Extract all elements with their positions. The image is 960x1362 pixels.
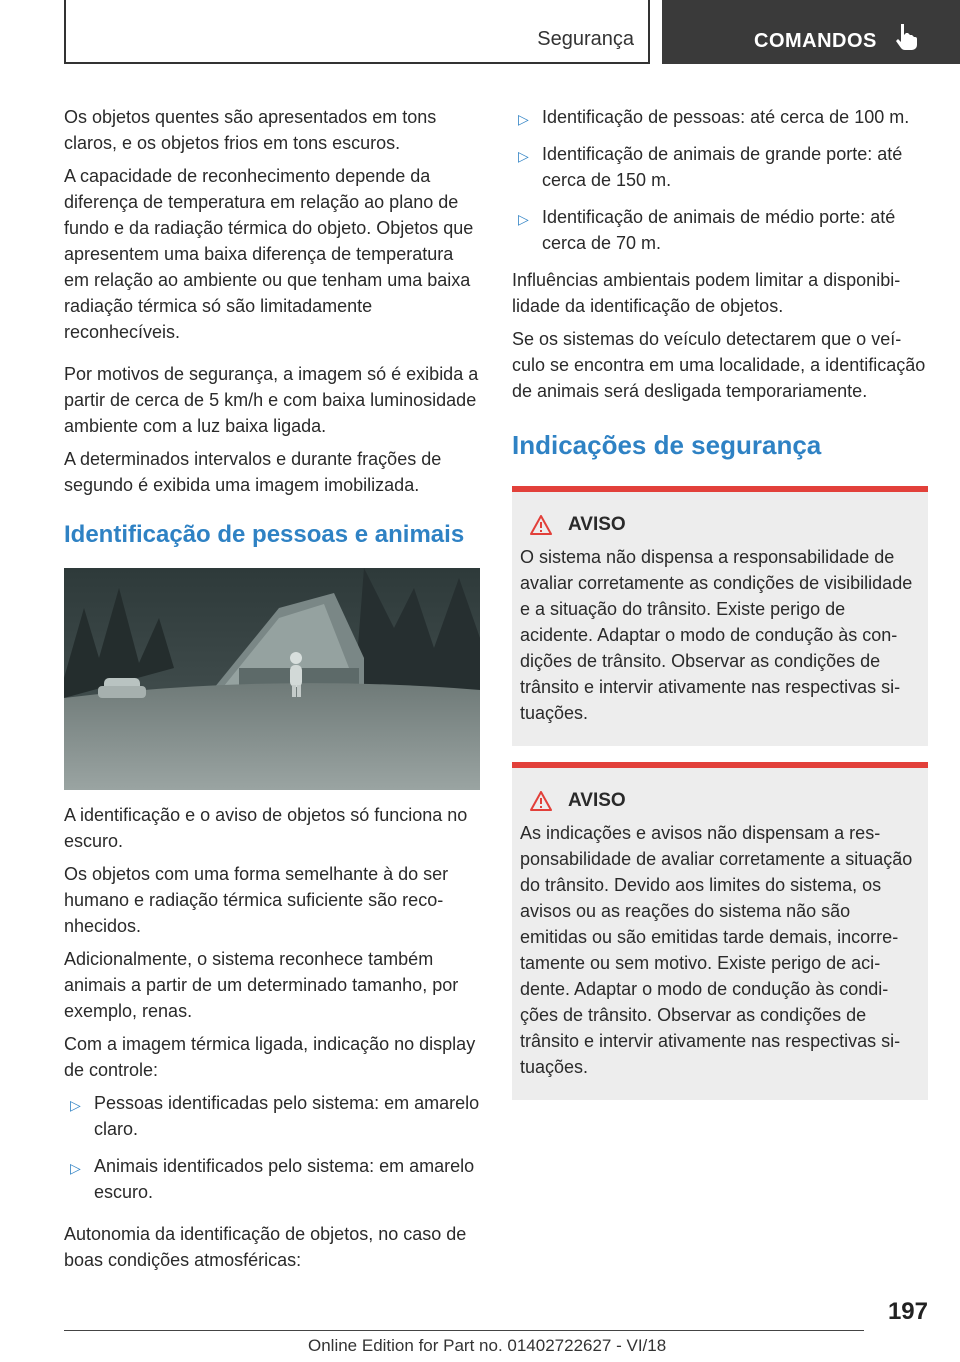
footer-divider (64, 1330, 864, 1331)
triangle-bullet-icon: ▷ (518, 211, 529, 227)
paragraph: Adicionalmente, o sistema reconhece também animais a partir de um determinado tamanho, por exemplo, renas. (64, 949, 459, 1021)
triangle-bullet-icon: ▷ (518, 148, 529, 164)
pointing-hand-icon (894, 22, 920, 56)
chapter-tab (662, 0, 960, 64)
warning-box (512, 762, 928, 1100)
paragraph: Se os sistemas do veículo detectarem que o veículo se encontra em uma localidade, a identificação de animais será desligada temporariamente. (512, 329, 926, 401)
section-heading: Identificação de pessoas e animais (64, 521, 465, 548)
section-title: Segurança (537, 28, 634, 50)
list-item: ▷ Pessoas identificadas pelo sistema: em amarelo claro. (70, 1093, 480, 1139)
paragraph: Os objetos com uma forma semelhante à do ser humano e radiação térmica suficiente são reconhecidos. (64, 864, 449, 936)
paragraph: Autonomia da identificação de objetos, no caso de boas condições atmosféricas: (64, 1224, 467, 1270)
right-column (512, 104, 928, 1116)
paragraph: Por motivos de segurança, a imagem só é exibida a partir de cerca de 5 km/h e com baixa luminosidade ambiente com a luz baixa ligada. (64, 364, 479, 436)
warning-text: As indicações e avisos não dispensam a responsabilidade de avaliar corretamente a situação do trânsito. Devido aos limites do sistema, os avisos ou as reações do sistema não são emitidas ou são emitidas tarde demais, incorretamente ou sem motivo. Existe perigo de acidente. Adaptar o modo de condução às condições de trânsito. Observar as condições de trânsito e intervir ativamente nas respectivas situações. (520, 823, 913, 1077)
chapter-title: COMANDOS (754, 30, 877, 52)
bullet-list (512, 104, 928, 256)
page-number: 197 (887, 1298, 928, 1325)
paragraph: A determinados intervalos e durante frações de segundo é exibida uma imagem imobilizada. (64, 449, 442, 495)
thermal-image-photo (64, 568, 480, 790)
left-column (64, 104, 480, 1280)
section-heading: Indicações de segurança (512, 430, 822, 460)
paragraph: Os objetos quentes são apresentados em tons claros, e os objetos frios em tons escuros. (64, 107, 437, 153)
triangle-bullet-icon: ▷ (70, 1160, 81, 1176)
triangle-bullet-icon: ▷ (70, 1097, 81, 1113)
list-item: ▷ Identificação de pessoas: até cerca de 100 m. (512, 104, 928, 130)
list-item: ▷ Animais identificados pelo sistema: em amarelo escuro. (70, 1156, 475, 1202)
header-section-box (64, 0, 650, 64)
paragraph: A identificação e o aviso de objetos só funciona no escuro. (64, 805, 468, 851)
warning-text: O sistema não dispensa a responsabilidade de avaliar corretamente as condições de visibilidade e a situação do trânsito. Existe perigo de acidente. Adaptar o modo de condução às condições de trânsito. Observar as condições de trânsito e intervir ativamente nas respectivas situações. (520, 547, 913, 723)
warning-title: AVISO (568, 514, 626, 535)
paragraph: A capacidade de reconhecimento depende da diferença de temperatura em relação ao plano de fundo e da radiação térmica do objeto. Objetos que apresentem uma baixa diferença de temperatura em relação ao ambiente ou que tenham uma baixa radiação térmica só são limitadamente reconhecíveis. (64, 166, 474, 342)
warning-triangle-icon (530, 515, 552, 535)
paragraph: Com a imagem térmica ligada, indicação no display de controle: (64, 1034, 476, 1080)
footer-edition: Online Edition for Part no. 01402722627 - VI/18 (308, 1336, 667, 1355)
list-item: ▷ Identificação de animais de grande porte: até cerca de 150 m. (518, 144, 903, 190)
triangle-bullet-icon: ▷ (518, 111, 529, 127)
bullet-list (64, 1090, 480, 1205)
list-item: ▷ Identificação de animais de médio porte: até cerca de 70 m. (518, 207, 896, 253)
warning-box (512, 486, 928, 746)
paragraph: Influências ambientais podem limitar a disponibilidade da identificação de objetos. (512, 270, 901, 316)
warning-title: AVISO (568, 790, 626, 811)
warning-triangle-icon (530, 791, 552, 811)
